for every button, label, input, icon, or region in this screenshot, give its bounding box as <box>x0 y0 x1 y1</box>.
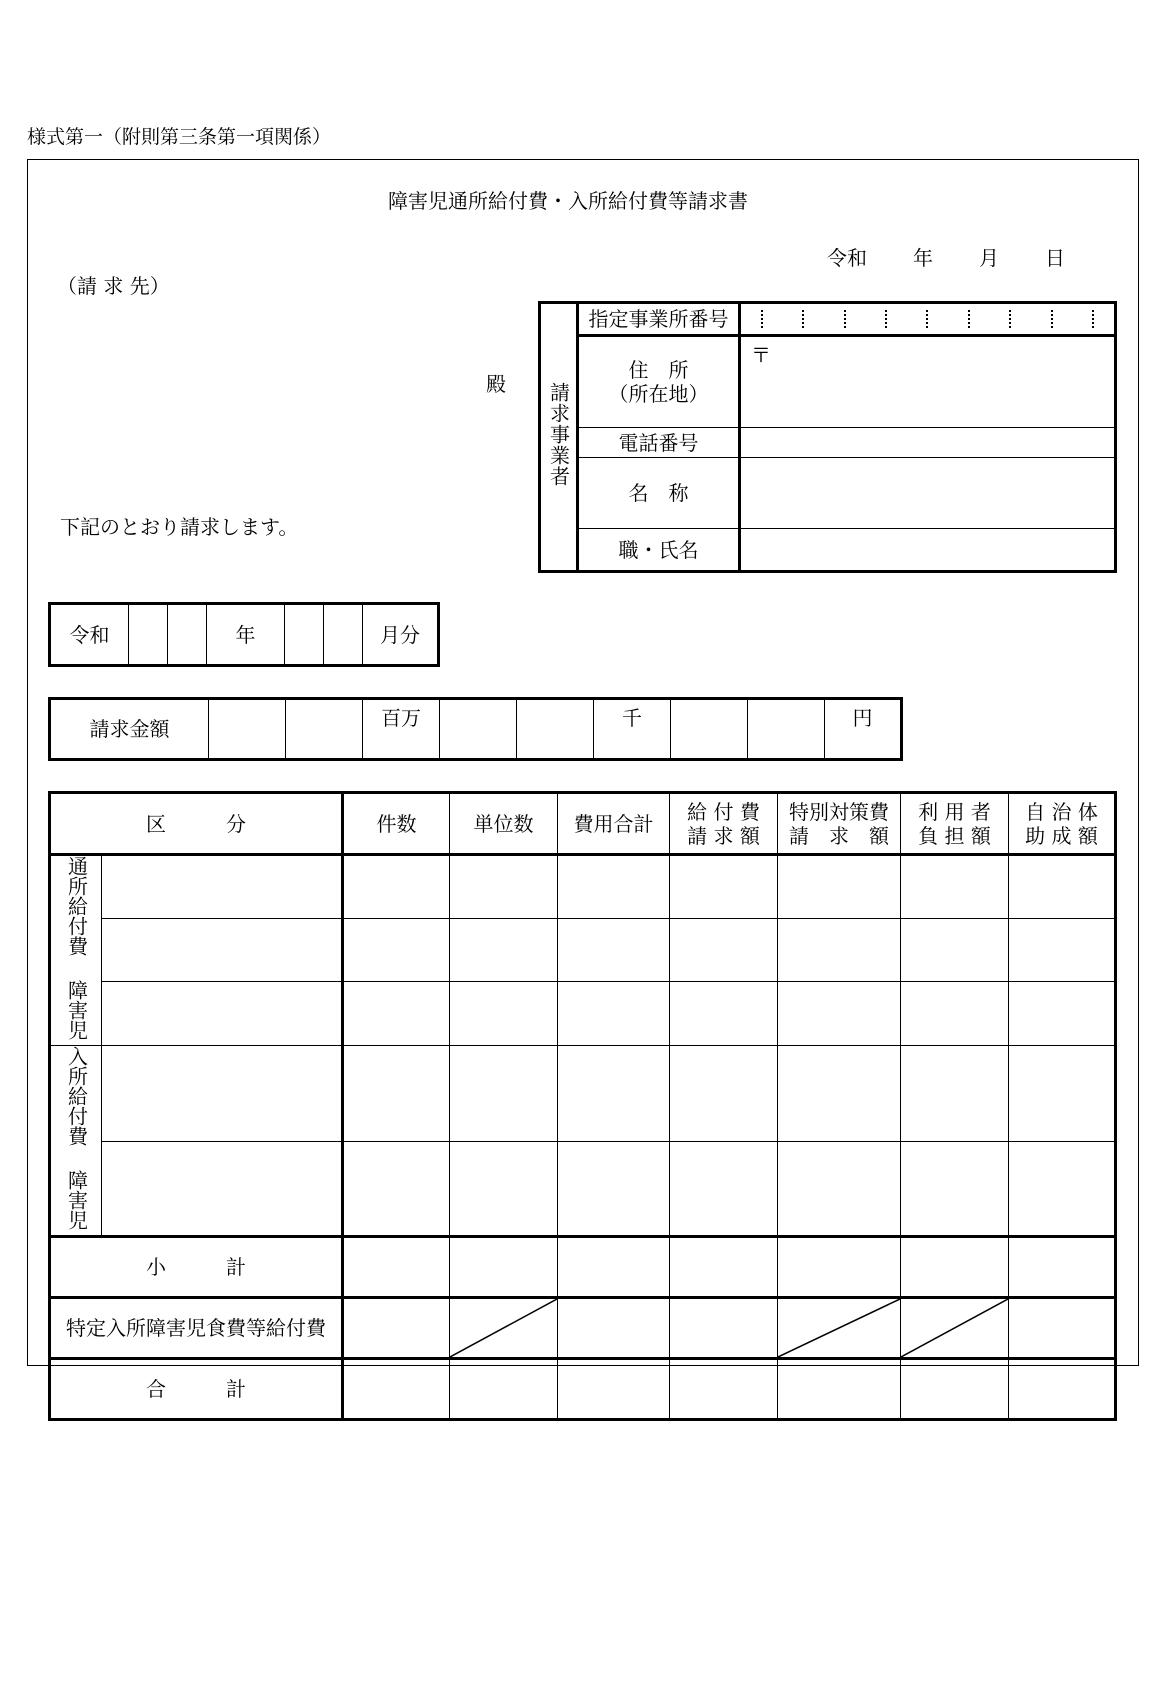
cell[interactable] <box>670 919 778 982</box>
struck-cell <box>450 1298 558 1359</box>
date-year: 年 <box>913 246 933 270</box>
date-day: 日 <box>1045 246 1065 270</box>
cell[interactable] <box>558 919 670 982</box>
cell[interactable] <box>343 1359 450 1420</box>
cell[interactable] <box>343 1141 450 1237</box>
header-count: 件数 <box>343 793 450 855</box>
cell[interactable] <box>450 981 558 1045</box>
amount-digit-5[interactable] <box>517 699 594 760</box>
cell[interactable] <box>778 1046 901 1142</box>
cell[interactable] <box>558 855 670 919</box>
commute-row-1-category[interactable] <box>102 855 343 919</box>
cell[interactable] <box>670 855 778 919</box>
period-year: 年 <box>207 604 285 666</box>
period-month-digit-1[interactable] <box>285 604 324 666</box>
grand-total-row <box>50 1359 1116 1420</box>
amount-digit-1[interactable] <box>209 699 286 760</box>
cell[interactable] <box>778 919 901 982</box>
food-cost-label: 特定入所障害児食費等給付費 <box>50 1298 343 1359</box>
header-user-burden-2: 負 担 額 <box>918 823 991 848</box>
header-user-burden <box>901 793 1009 855</box>
cell[interactable] <box>901 919 1009 982</box>
header-municipal-subsidy-1: 自 治 体 <box>1025 799 1098 824</box>
cell[interactable] <box>558 1359 670 1420</box>
provider-side-label-cell <box>540 303 578 572</box>
cell[interactable] <box>343 855 450 919</box>
cell[interactable] <box>670 1141 778 1237</box>
name-label: 名 称 <box>578 458 740 529</box>
cell[interactable] <box>1009 1237 1116 1298</box>
facility-number-label: 指定事業所番号 <box>578 303 740 336</box>
cell[interactable] <box>1009 1359 1116 1420</box>
cell[interactable] <box>343 1237 450 1298</box>
header-special-measure-2: 請 求 額 <box>789 823 889 848</box>
header-benefit-claim <box>670 793 778 855</box>
address-field[interactable] <box>740 336 1116 428</box>
cell[interactable] <box>450 1046 558 1142</box>
provider-table <box>538 301 1117 573</box>
commute-row-2-category[interactable] <box>102 919 343 982</box>
table-row <box>50 855 1116 919</box>
cell[interactable] <box>343 1298 450 1359</box>
table-row <box>50 919 1116 982</box>
title-name-label: 職・氏名 <box>578 529 740 572</box>
title-name-field[interactable] <box>740 529 1116 572</box>
period-month: 月分 <box>363 604 439 666</box>
cell[interactable] <box>1009 1298 1116 1359</box>
amount-thousand[interactable]: 千 <box>594 699 671 760</box>
cell[interactable] <box>1009 919 1116 982</box>
cell[interactable] <box>901 1359 1009 1420</box>
struck-cell <box>901 1298 1009 1359</box>
amount-label: 請求金額 <box>50 699 209 760</box>
provider-side-label: 請求事業者 <box>546 382 571 487</box>
subtotal-row <box>50 1237 1116 1298</box>
form-label: 様式第一（附則第三条第一項関係） <box>27 126 332 148</box>
cell[interactable] <box>558 981 670 1045</box>
cell[interactable] <box>558 1298 670 1359</box>
cell[interactable] <box>450 1141 558 1237</box>
cell[interactable] <box>450 855 558 919</box>
phone-field[interactable] <box>740 428 1116 458</box>
facility-number-field[interactable] <box>740 303 1116 336</box>
grand-total-label: 合 計 <box>50 1359 343 1420</box>
cell[interactable] <box>901 981 1009 1045</box>
period-month-digit-2[interactable] <box>324 604 363 666</box>
group-residential-line1: 障害児 <box>64 1170 89 1230</box>
amount-digit-7[interactable] <box>671 699 748 760</box>
cell[interactable] <box>670 1359 778 1420</box>
document-title: 障害児通所給付費・入所給付費等請求書 <box>388 189 748 213</box>
table-row <box>50 1141 1116 1237</box>
amount-digit-4[interactable] <box>440 699 517 760</box>
amount-table <box>48 697 903 761</box>
commute-row-3-category[interactable] <box>102 981 343 1045</box>
cell[interactable] <box>670 1237 778 1298</box>
group-residential-label <box>50 1046 102 1237</box>
food-cost-row <box>50 1298 1116 1359</box>
period-table <box>48 602 440 667</box>
cell[interactable] <box>343 1046 450 1142</box>
group-commute-line2: 通所給付費 <box>64 856 89 956</box>
header-special-measure <box>778 793 901 855</box>
cell[interactable] <box>778 1359 901 1420</box>
cell[interactable] <box>343 919 450 982</box>
detail-table <box>48 791 1117 1421</box>
cell[interactable] <box>901 1237 1009 1298</box>
header-total-cost: 費用合計 <box>558 793 670 855</box>
date-era: 令和 <box>827 246 867 270</box>
cell[interactable] <box>450 1237 558 1298</box>
table-row <box>50 1046 1116 1142</box>
cell[interactable] <box>670 1046 778 1142</box>
cell[interactable] <box>901 855 1009 919</box>
header-municipal-subsidy-2: 助 成 額 <box>1025 823 1098 848</box>
header-municipal-subsidy <box>1009 793 1116 855</box>
cell[interactable] <box>1009 981 1116 1045</box>
subtotal-label: 小 計 <box>50 1237 343 1298</box>
period-era: 令和 <box>50 604 129 666</box>
residential-row-1-category[interactable] <box>102 1046 343 1142</box>
header-user-burden-1: 利 用 者 <box>918 799 991 824</box>
cell[interactable] <box>558 1237 670 1298</box>
address-label-sub: （所在地） <box>608 382 709 406</box>
amount-digit-2[interactable] <box>286 699 363 760</box>
amount-million[interactable]: 百万 <box>363 699 440 760</box>
cell[interactable] <box>450 1359 558 1420</box>
cell[interactable] <box>558 1141 670 1237</box>
address-label: 住 所 <box>628 358 689 382</box>
period-era-digit-2[interactable] <box>168 604 207 666</box>
header-units: 単位数 <box>450 793 558 855</box>
cell[interactable] <box>1009 1141 1116 1237</box>
cell[interactable] <box>670 981 778 1045</box>
cell[interactable] <box>778 1141 901 1237</box>
cell[interactable] <box>670 1298 778 1359</box>
statement: 下記のとおり請求します。 <box>60 515 299 539</box>
cell[interactable] <box>778 855 901 919</box>
cell[interactable] <box>778 1237 901 1298</box>
period-era-digit-1[interactable] <box>129 604 168 666</box>
amount-digit-8[interactable] <box>748 699 825 760</box>
header-special-measure-1: 特別対策費 <box>789 799 889 824</box>
table-row <box>50 981 1116 1045</box>
amount-yen[interactable]: 円 <box>825 699 902 760</box>
cell[interactable] <box>1009 855 1116 919</box>
cell[interactable] <box>901 1141 1009 1237</box>
header-benefit-claim-1: 給 付 費 <box>687 799 760 824</box>
address-label-cell <box>578 336 740 428</box>
group-commute-line1: 障害児 <box>64 980 89 1040</box>
postal-mark: 〒 <box>751 343 771 367</box>
group-residential-line2: 入所給付費 <box>64 1046 89 1146</box>
name-field[interactable] <box>740 458 1116 529</box>
addressee-honorific: 殿 <box>486 372 506 396</box>
group-commute-label <box>50 855 102 1046</box>
struck-cell <box>778 1298 901 1359</box>
residential-row-2-category[interactable] <box>102 1141 343 1237</box>
cell[interactable] <box>450 919 558 982</box>
phone-label: 電話番号 <box>578 428 740 458</box>
cell[interactable] <box>343 981 450 1045</box>
date-month: 月 <box>979 246 999 270</box>
cell[interactable] <box>558 1046 670 1142</box>
header-category: 区 分 <box>50 793 343 855</box>
header-benefit-claim-2: 請 求 額 <box>687 823 760 848</box>
cell[interactable] <box>778 981 901 1045</box>
addressee-label: （請 求 先） <box>57 274 170 298</box>
cell[interactable] <box>901 1046 1009 1142</box>
cell[interactable] <box>1009 1046 1116 1142</box>
